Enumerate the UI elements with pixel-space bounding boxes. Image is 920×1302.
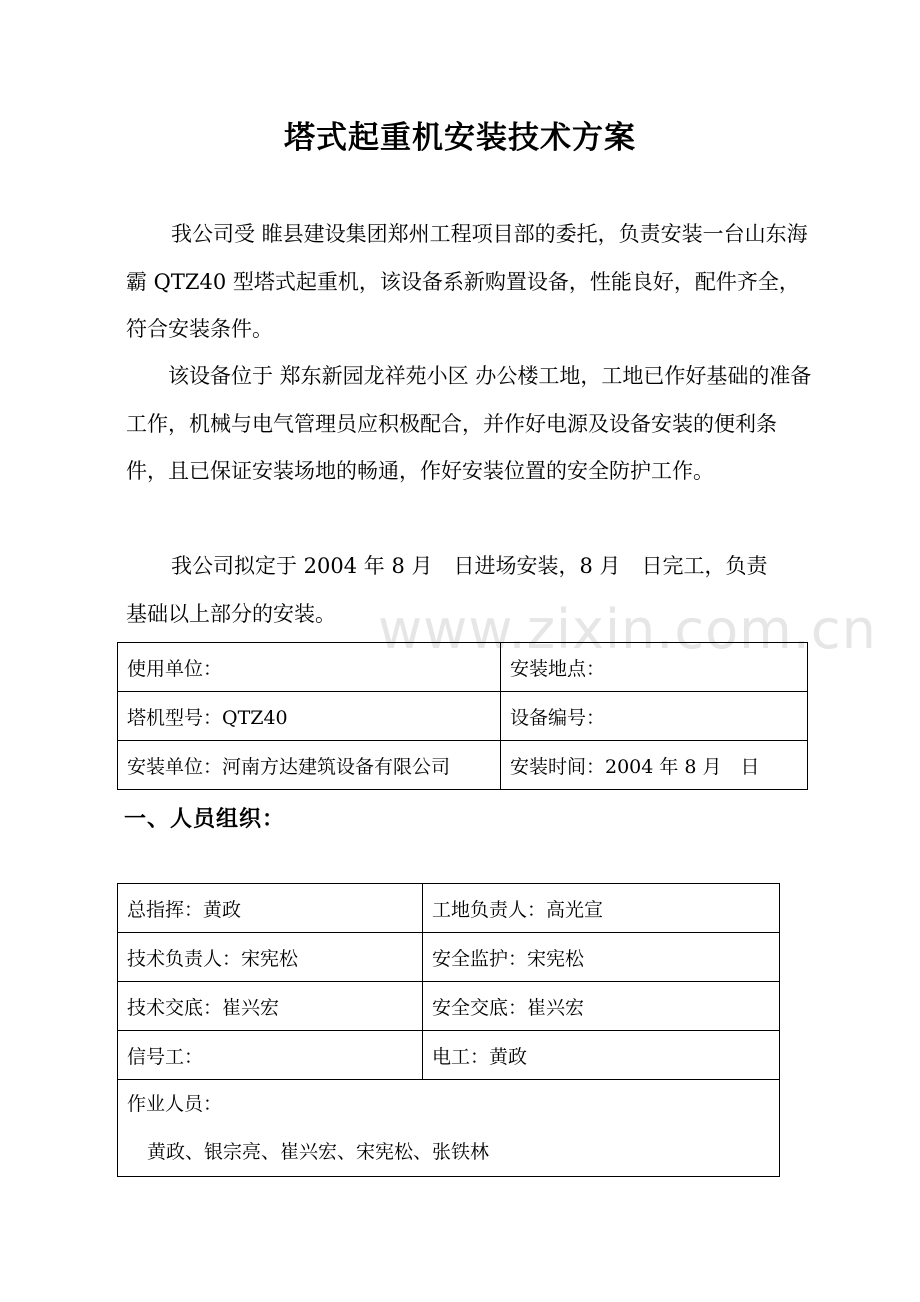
table-cell: 技术交底：崔兴宏: [118, 982, 423, 1031]
workers-label: 作业人员：: [127, 1093, 223, 1115]
table-row: [118, 692, 808, 741]
table-row: [118, 884, 780, 933]
table-cell: 信号工：: [118, 1031, 423, 1080]
table-row: [118, 643, 808, 692]
table-row: [118, 741, 808, 790]
table-cell: 电工：黄政: [423, 1031, 780, 1080]
table-cell: 安装单位：河南方达建筑设备有限公司: [118, 741, 501, 790]
table-cell: 工地负责人：高光宣: [423, 884, 780, 933]
table-row: [118, 933, 780, 982]
table-cell: 安全监护：宋宪松: [423, 933, 780, 982]
table-cell: 设备编号：: [501, 692, 808, 741]
table-row: [118, 982, 780, 1031]
intro-paragraph-3: 我公司拟定于 2004 年 8 月 日进场安装，8 月 日完工，负责基础以上部分的安装。: [126, 554, 768, 626]
document-title: 塔式起重机安装技术方案: [284, 120, 636, 156]
section-heading-personnel: 一、人员组织：: [124, 806, 286, 832]
table-cell: 总指挥：黄政: [118, 884, 423, 933]
table-cell: 塔机型号：QTZ40: [118, 692, 501, 741]
table-row: [118, 1031, 780, 1080]
table-cell: 安装时间：2004 年 8 月 日: [501, 741, 808, 790]
intro-paragraph-1: 我公司受 睢县建设集团郑州工程项目部的委托，负责安装一台山东海霸 QTZ40 型塔式起重机，该设备系新购置设备，性能良好，配件齐全，符合安装条件。: [126, 222, 808, 341]
watermark: www.zixin.com.cn: [378, 598, 877, 661]
table-row: [118, 1080, 780, 1177]
table-cell: 使用单位：: [118, 643, 501, 692]
table-cell: 技术负责人：宋宪松: [118, 933, 423, 982]
workers-cell: [118, 1080, 780, 1177]
personnel-table: [117, 883, 780, 1177]
intro-paragraph-2: 该设备位于 郑东新园龙祥苑小区 办公楼工地，工地已作好基础的准备工作，机械与电气管理员应积极配合，并作好电源及设备安装的便利条件，且已保证安装场地的畅通，作好安装位置的安全防护工作。: [126, 364, 812, 483]
table-cell: 安全交底：崔兴宏: [423, 982, 780, 1031]
workers-names: 黄政、银宗亮、崔兴宏、宋宪松、张铁林: [147, 1141, 490, 1163]
table-cell: 安装地点：: [501, 643, 808, 692]
equipment-info-table: [117, 642, 808, 790]
